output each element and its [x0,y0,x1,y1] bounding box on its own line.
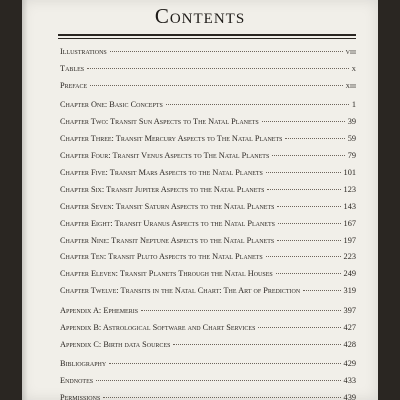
toc-entry [60,202,356,219]
toc-entry [60,47,356,64]
dot-leader [262,121,345,122]
toc-entry [60,393,356,400]
toc-entry-page-number: 101 [343,168,356,178]
heading-rule-thick [58,34,356,36]
toc-entry-title: Preface [60,80,88,90]
toc-entry-title: Chapter Two: Transit Sun Aspects to The Natal Planets [60,117,259,127]
dot-leader [103,397,340,398]
toc-entry [60,64,356,81]
dot-leader [267,189,340,190]
toc-entry-title: Permissions [60,393,101,400]
toc-entry [60,306,356,323]
toc-entry-page-number: xiii [345,80,356,90]
dot-leader [277,206,340,207]
toc-entry-page-number: 428 [343,339,356,349]
toc-entry-page-number: 197 [343,235,356,245]
book-page [22,0,378,400]
toc-entry-title: Chapter Twelve: Transits in the Natal Chart: The Art of Prediction [60,286,301,296]
dot-leader [266,172,341,173]
toc-entry-title: Chapter One: Basic Concepts [60,100,163,110]
toc-entry-page-number: 123 [343,184,356,194]
toc-entry-page-number: 397 [343,305,356,315]
dot-leader [96,380,340,381]
toc-entry [60,323,356,340]
dot-leader [285,138,344,139]
dot-leader [278,223,341,224]
toc-entry-title: Appendix A: Ephemeris [60,305,139,315]
dot-leader [258,327,340,328]
toc-entry-page-number: viii [345,47,356,56]
toc-entry-page-number: 249 [343,269,356,279]
toc-entry [60,340,356,357]
toc-entry-page-number: 1 [351,100,356,110]
toc-entry-page-number: 433 [343,376,356,386]
toc-entry [60,236,356,253]
dot-leader [109,363,340,364]
toc-entry-title: Chapter Four: Transit Venus Aspects to The Natal Planets [60,151,270,161]
contents-heading: Contents [154,4,246,28]
toc-entry [60,252,356,269]
toc-entry [60,134,356,151]
toc-entry-title: Chapter Six: Transit Jupiter Aspects to the Natal Planets [60,184,265,194]
toc-entry-title: Chapter Eleven: Transit Planets Through the Natal Houses [60,269,273,279]
dot-leader [266,256,341,257]
toc-entry-page-number: 143 [343,201,356,211]
toc-entry [60,359,356,376]
toc-entry-page-number: 439 [343,393,356,400]
toc-entry-title: Appendix C: Birth data Sources [60,339,171,349]
toc-entry-title: Illustrations [60,47,107,56]
toc-entry-page-number: 39 [347,117,356,127]
toc-entry-title: Appendix B: Astrological Software and Chart Services [60,322,256,332]
toc-entry [60,81,356,98]
toc-entry-title: Chapter Seven: Transit Saturn Aspects to the Natal Planets [60,201,275,211]
dot-leader [277,240,340,241]
toc-entry-page-number: 223 [343,252,356,262]
toc-entry-title: Tables [60,63,85,73]
dot-leader [110,51,343,52]
dot-leader [303,290,340,291]
toc-entry [60,286,356,303]
dot-leader [87,68,349,69]
toc-entry [60,376,356,393]
dot-leader [90,85,342,86]
heading-rule-thin [58,38,356,39]
toc-entry-page-number: 429 [343,359,356,369]
toc-entry-page-number: 79 [347,151,356,161]
dot-leader [141,310,340,311]
dot-leader [173,344,340,345]
table-of-contents [60,47,356,400]
toc-entry [60,269,356,286]
toc-entry-title: Chapter Ten: Transit Pluto Aspects to the Natal Planets [60,252,263,262]
toc-entry-page-number: 319 [343,286,356,296]
toc-entry-page-number: 427 [343,322,356,332]
toc-entry-title: Chapter Eight: Transit Uranus Aspects to the Natal Planets [60,218,275,228]
toc-entry-title: Chapter Five: Transit Mars Aspects to the Natal Planets [60,168,263,178]
toc-entry-title: Bibliography [60,359,107,369]
toc-entry [60,185,356,202]
dot-leader [272,155,344,156]
toc-entry [60,168,356,185]
toc-entry [60,100,356,117]
toc-entry-page-number: x [351,63,356,73]
toc-entry [60,117,356,134]
dot-leader [276,273,341,274]
toc-entry-page-number: 167 [343,218,356,228]
dot-leader [166,104,349,105]
toc-entry-title: Chapter Three: Transit Mercury Aspects to The Natal Planets [60,134,283,144]
toc-entry-title: Endnotes [60,376,94,386]
toc-entry [60,219,356,236]
toc-entry-page-number: 59 [347,134,356,144]
toc-entry [60,151,356,168]
toc-entry-title: Chapter Nine: Transit Neptune Aspects to the Natal Planets [60,235,275,245]
